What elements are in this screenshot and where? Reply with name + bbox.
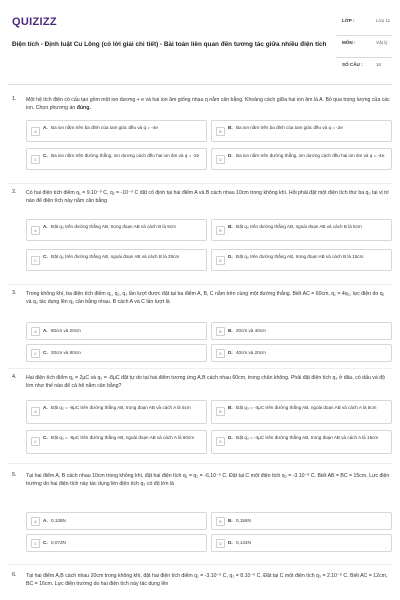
header-divider (8, 84, 392, 85)
option-d[interactable] (211, 249, 392, 271)
option-b[interactable] (211, 120, 392, 142)
option-text: Đặt q₃ = -8μC trên đường thẳng AB, trong đoạn AB và cách A là 5cm (51, 405, 191, 410)
question-divider (8, 564, 392, 565)
meta-count-value: 16 (376, 62, 382, 67)
option-letter: B. (228, 518, 233, 523)
option-badge: D (216, 539, 225, 548)
question-divider (8, 284, 392, 285)
worksheet-meta (336, 14, 392, 86)
question-text: Tại hai điểm A,B cách nhau 20cm trong không khí, đặt hai điện tích điểm q₁ = -3.10⁻⁶ C, q₂ = 8.10⁻⁶ C. Đặt tại C một điện tích q₃ = 2.10⁻⁶ C. Biết AC = 12cm, BC = 16cm. Lực điện trường do hai điện tích này tác dụng lên (26, 573, 388, 587)
meta-count-label: SỐ CÂU : (342, 62, 363, 67)
question-number: 3. (12, 290, 17, 296)
option-letter: D. (228, 435, 233, 440)
option-b[interactable] (211, 400, 392, 424)
option-letter: C. (43, 435, 48, 440)
option-b[interactable] (211, 219, 392, 241)
question-number: 5. (12, 472, 17, 478)
option-letter: B. (228, 224, 233, 229)
question-number: 4. (12, 374, 17, 380)
question-stem: Một hệ tích điện có cấu tạo gồm một ion dương + e và hai ion âm giống nhau q nằm cân bằng. Khoảng cách giữa hai ion âm là A. Bỏ qua trọng lượng của các ion. Chọn phương án (26, 97, 390, 111)
option-text: Đặt q₃ = -4μC trên đường thẳng AB, ngoài đoạn AB và cách A là 5cm (236, 405, 377, 410)
option-badge: B (216, 407, 225, 416)
question-number: 1. (12, 96, 17, 102)
option-badge: A (31, 127, 40, 136)
option-c[interactable] (26, 249, 207, 271)
option-badge: C (31, 155, 40, 164)
option-letter: C. (43, 350, 48, 355)
option-letter: C. (43, 153, 48, 158)
question-text (26, 96, 390, 112)
option-a[interactable] (26, 120, 207, 142)
quizizz-logo: QUIZIZZ (12, 16, 57, 28)
option-d[interactable] (211, 148, 392, 170)
meta-subject (336, 36, 392, 58)
option-badge: C (31, 539, 40, 548)
option-letter: C. (43, 540, 48, 545)
option-c[interactable] (26, 344, 207, 362)
option-letter: D. (228, 153, 233, 158)
option-letter: B. (228, 405, 233, 410)
option-letter: A. (43, 125, 48, 130)
option-letter: B. (228, 125, 233, 130)
option-c[interactable] (26, 430, 207, 454)
option-text: Đặt q₀ trên đường thẳng AB, trong đoạn AB và cách B là 5cm (51, 224, 176, 229)
option-letter: C. (43, 254, 48, 259)
option-b[interactable] (211, 512, 392, 530)
question-text: Trong không khí, ba điện tích điểm q₁, q₂, q₃ lần lượt được đặt tại ba điểm A, B, C nằm trên cùng một đường thẳng. Biết AC = 60cm, q₁ = 4q₃, lực điện do q₁ và q₃ tác dụng lên q₂ cân bằng nhau. B cách A và C lần lượt là (26, 291, 385, 305)
option-letter: A. (43, 224, 48, 229)
option-badge: D (216, 349, 225, 358)
option-text: Đặt q₀ trên đường thẳng AB, ngoài đoạn AB và cách B là 25cm (51, 254, 180, 259)
option-badge: C (31, 437, 40, 446)
worksheet-title: Điện tích - Định luật Cu Lông (có lời giải chi tiết) - Bài toán liên quan đến tương tác giữa nhiều điện tích (12, 41, 327, 48)
question-divider (8, 183, 392, 184)
option-text: Ba ion nằm trên đường thẳng, ion dương cách đều hai ion âm và q = -4e. (236, 153, 386, 158)
option-b[interactable] (211, 322, 392, 340)
option-text: Đặt q₀ trên đường thẳng AB, trong đoạn AB và cách B là 15cm (236, 254, 364, 259)
option-badge: D (216, 155, 225, 164)
question-divider (8, 463, 392, 464)
option-text: Đặt q₃ = -4μC trên đường thẳng AB, trong đoạn AB và cách A là 15cm (236, 435, 379, 440)
option-text: Đặt q₀ trên đường thẳng AB, ngoài đoạn AB và cách B là 5cm (236, 224, 362, 229)
question-number: 6. (12, 572, 17, 578)
option-letter: D. (228, 350, 233, 355)
option-d[interactable] (211, 430, 392, 454)
option-text: 0,144N (236, 540, 251, 545)
option-badge: B (216, 517, 225, 526)
option-a[interactable] (26, 219, 207, 241)
question-text: Tại hai điểm A, B cách nhau 10cm trong không khí, đặt hai điện tích q₁ = q₂ = -6.10⁻⁶ C. Đặt tại C một điện tích q₃ = -3.10⁻⁸ C. Biết AB = BC = 15cm. Lực điện trường do hai điện tích này tác dụng lên điện tích q₃ có độ lớn là (26, 473, 390, 487)
option-letter: A. (43, 328, 48, 333)
question-divider (8, 368, 392, 369)
question-text: Hai điện tích điểm q₁ = 2μC và q₂ = -8μC đặt tự do tại hai điểm tương ứng A,B cách nhau 60cm, trong chân không. Phải đặt điện tích q₃ ở đâu, có dấu và độ lớn như thế nào để cả hệ nằm cân bằng? (26, 375, 385, 389)
option-letter: B. (228, 328, 233, 333)
option-c[interactable] (26, 148, 207, 170)
option-text: 80cm và 20cm (51, 328, 81, 333)
option-text: 0,136N (51, 518, 66, 523)
option-a[interactable] (26, 400, 207, 424)
option-text: 0,072N (51, 540, 66, 545)
option-text: 0,156N (236, 518, 251, 523)
option-badge: B (216, 327, 225, 336)
worksheet-header (8, 10, 392, 80)
option-text: 20cm và 80cm (51, 350, 81, 355)
option-letter: D. (228, 540, 233, 545)
option-letter: D. (228, 254, 233, 259)
option-badge: C (31, 349, 40, 358)
option-badge: A (31, 517, 40, 526)
option-c[interactable] (26, 534, 207, 552)
meta-class-label: LỚP : (342, 18, 355, 23)
meta-subject-label: MÔN : (342, 40, 356, 45)
question-text: Có hai điện tích điểm q₁ = 9.10⁻⁹ C, q₂ = -10⁻⁹ C đặt cố định tại hai điểm A và B cách nhau 10cm trong không khí. Hỏi phải đặt một điện tích thứ ba q₀ tại vị trí nào để điện tích này nằm cân bằng (26, 190, 389, 204)
option-letter: A. (43, 518, 48, 523)
option-badge: A (31, 407, 40, 416)
option-a[interactable] (26, 322, 207, 340)
option-badge: A (31, 327, 40, 336)
option-d[interactable] (211, 344, 392, 362)
meta-subject-value: Vật lý (376, 40, 388, 45)
meta-count (336, 58, 392, 80)
question-number: 2. (12, 189, 17, 195)
question-emphasis: đúng. (76, 105, 91, 111)
option-badge: D (216, 437, 225, 446)
meta-class-value: Lớp 11 (376, 18, 391, 23)
option-letter: A. (43, 405, 48, 410)
option-text: Ba ion nằm trên ba đỉnh của tam giác đều và q = -4e (51, 125, 158, 130)
option-a[interactable] (26, 512, 207, 530)
option-text: Ba ion nằm trên đường thẳng, ion dương cách đều hai ion âm và q = -2e (51, 153, 200, 158)
option-d[interactable] (211, 534, 392, 552)
option-text: 40cm và 20cm (236, 350, 266, 355)
meta-class (336, 14, 392, 36)
option-badge: B (216, 127, 225, 136)
option-text: Đặt q₃ = -8μC trên đường thẳng AB, ngoài đoạn AB và cách A là 60cm (51, 435, 195, 440)
option-badge: C (31, 256, 40, 265)
option-badge: B (216, 226, 225, 235)
option-badge: A (31, 226, 40, 235)
option-text: 20cm và 40cm (236, 328, 266, 333)
option-badge: D (216, 256, 225, 265)
option-text: Ba ion nằm trên ba đỉnh của tam giác đều và q = -2e (236, 125, 343, 130)
